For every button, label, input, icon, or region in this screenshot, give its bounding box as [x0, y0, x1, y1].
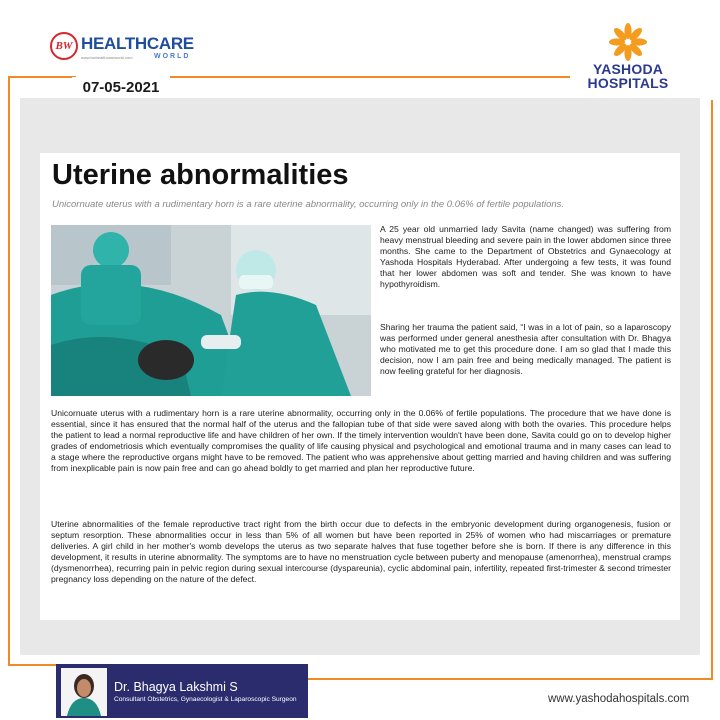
publication-badge: BW	[50, 32, 78, 60]
article-paragraph-3: Unicornuate uterus with a rudimentary horn is a rare uterine abnormality, occurring only in the 0.06% of fertile populations. The procedure that we have done is essential, since it has ensured that the normal half of the uterus and the fallopian tube of that side were saved along with both the ovaries. This procedure helps the patient to lead a normal reproductive life and have children of her own. If the timely intervention wouldn't have been done, Savita could go on to develop higher grades of endometriosis which eventually compromises the quality of life causing physical and psychological and emotional trauma and in many cases can lead to a stage where the reproductive organs might have to be removed. The patient who was apprehensive about getting married and having children and was suffering from inexplicable pain is now pain free and can go ahead boldly to get married and plan her reproductive future.	[51, 408, 671, 473]
article-paragraph-1: A 25 year old unmarried lady Savita (name changed) was suffering from heavy menstrual bleeding and severe pain in the lower abdomen since three months. She came to the Department of Obstetrics and Gynaecology at Yashoda Hospitals Hyderabad. After undergoing a few tests, it was found that her lower abdomen was soft and tender. She was known to have hypothyroidism.	[380, 224, 671, 289]
publication-logo	[50, 30, 200, 70]
article-paragraph-4: Uterine abnormalities of the female reproductive tract right from the birth occur due to defects in the embryonic development during organogenesis, fusion or septum resorption. These abnormalities occur in less than 5% of all women but have been reported in 25% of women who had miscarriages or premature deliveries. A girl child in her mother's womb develops the uterus as two separate halves that fuse together before she is born. If there is any difference in this development, it results in uterine abnormality. The symptoms are to have no menstruation cycle between puberty and menopause (amenorrhea), menstrual cramps (dysmenorrhea), recurring pain in pelvic region during sexual intercourse (dyspareunia), cyclic abdominal pain, infertility, repeated first-trimester & second trimester pregnancy loss depending on the nature of the defect.	[51, 519, 671, 584]
frame-line-top-left	[8, 76, 76, 78]
article-subtitle: Unicornuate uterus with a rudimentary horn is a rare uterine abnormality, occurring only in the 0.06% of fertile populations.	[52, 199, 565, 210]
article-title: Uterine abnormalities	[52, 159, 349, 191]
frame-line-bottom-right	[308, 678, 713, 680]
article-clipping	[40, 153, 680, 620]
doctor-role: Consultant Obstetrics, Gynaecologist & Laparoscopic Surgeon	[114, 696, 297, 703]
doctor-name: Dr. Bhagya Lakshmi S	[114, 680, 238, 694]
publication-name: HEALTHCARE	[81, 34, 194, 53]
frame-line-right	[711, 100, 713, 680]
frame-line-left	[8, 76, 10, 666]
website-link[interactable]: www.yashodahospitals.com	[548, 693, 690, 705]
publication-sub: WORLD	[154, 53, 191, 60]
publication-tagline: www.bwhealthcareworld.com	[81, 55, 133, 60]
doctor-card	[56, 664, 308, 718]
hospital-logo	[578, 22, 678, 97]
flower-icon	[606, 22, 650, 62]
hospital-name-line2: HOSPITALS	[587, 75, 669, 91]
surgery-photo	[51, 225, 371, 396]
frame-line-bottom-left	[8, 664, 60, 666]
hospital-name-line1: YASHODA	[592, 61, 664, 77]
publication-date: 07-05-2021	[72, 77, 170, 99]
frame-line-top-right	[170, 76, 570, 78]
doctor-avatar	[61, 668, 107, 716]
article-paragraph-2: Sharing her trauma the patient said, “I was in a lot of pain, so a laparoscopy was performed under general anesthesia after consultation with Dr. Bhagya who motivated me to get this procedure done. I am so glad that I made this decision, now I am pain free and being medically managed. The patient is now feeling grateful for her diagnosis.	[380, 322, 671, 376]
